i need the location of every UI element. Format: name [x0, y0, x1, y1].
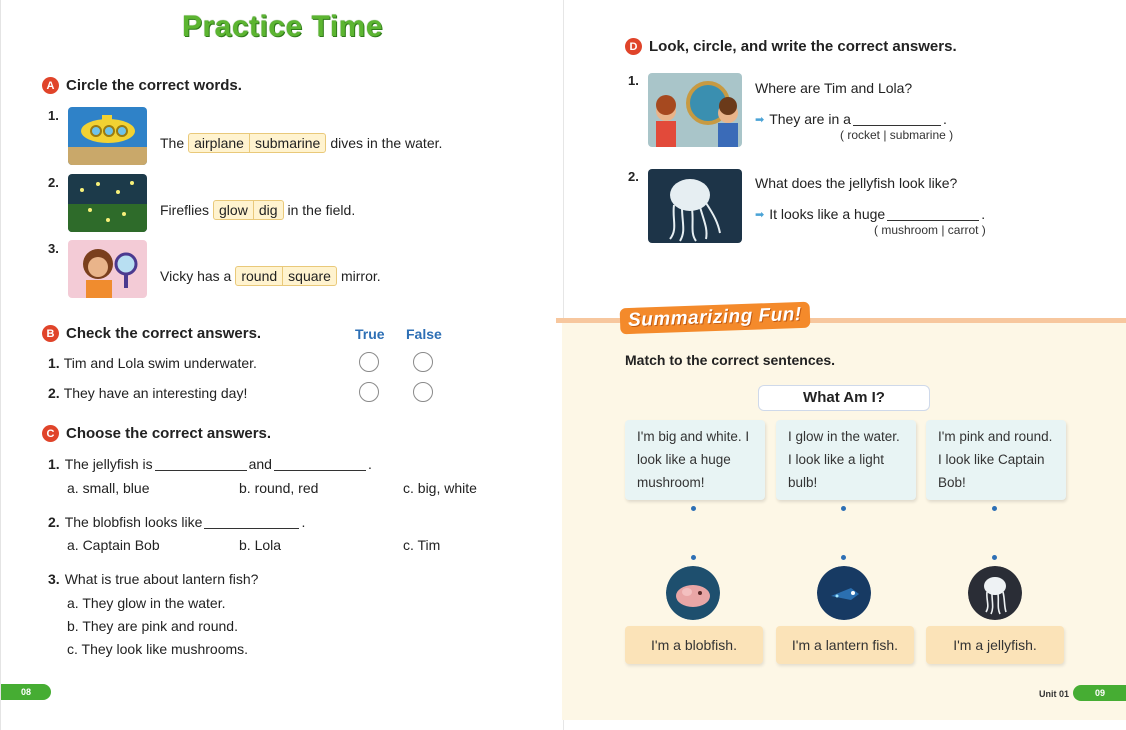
riddle-card-1[interactable]: I'm big and white. I look like a huge mushroom! [625, 420, 765, 500]
right-page-number: 09 [1073, 685, 1126, 701]
true-column-label: True [355, 326, 385, 342]
d-item-1-end: . [942, 111, 947, 127]
d-item-2-answer: It looks like a huge [769, 206, 886, 222]
c-q1-option-a[interactable]: a. small, blue [67, 480, 150, 496]
right-page [563, 0, 1126, 730]
c-q2-pre: The blobfish looks like [64, 514, 203, 530]
section-d-title: Look, circle, and write the correct answers. [649, 38, 957, 55]
false-column-label: False [406, 326, 442, 342]
c-q1-option-c[interactable]: c. big, white [403, 480, 477, 496]
c-q2-end: . [301, 514, 306, 530]
b-item-2-number: 2. [48, 385, 60, 401]
d-item-2-end: . [981, 206, 986, 222]
section-d-heading [625, 38, 957, 55]
a-item-2-number: 2. [48, 175, 59, 190]
c-q1-blank-1[interactable] [155, 457, 247, 471]
section-c-title: Choose the correct answers. [66, 425, 272, 442]
riddle-card-2[interactable]: I glow in the water. I look like a light bulb! [776, 420, 916, 500]
arrow-right-icon: ➡ [755, 113, 765, 126]
summarizing-subtitle: Match to the correct sentences. [625, 352, 836, 368]
answer-card-lantern-fish[interactable]: I'm a lantern fish. [776, 626, 914, 664]
c-q3-option-a[interactable]: a. They glow in the water. [67, 595, 226, 611]
section-d-badge: D [625, 38, 642, 55]
b-item-1-true-checkbox[interactable] [359, 352, 379, 372]
c-q3-option-c[interactable]: c. They look like mushrooms. [67, 641, 249, 657]
c-q2-option-a[interactable]: a. Captain Bob [67, 537, 160, 553]
c-q3-number: 3. [48, 571, 60, 587]
c-q1-end: . [367, 456, 372, 472]
c-q1-number: 1. [48, 456, 60, 472]
a-item-2-sentence [160, 200, 355, 220]
c-q1-option-b[interactable]: b. round, red [239, 480, 319, 496]
a-item-3-pre: Vicky has a [160, 268, 232, 284]
lantern-fish-image [817, 566, 871, 620]
submarine-image [68, 107, 147, 165]
section-b-heading [42, 325, 261, 342]
a-item-1-post: dives in the water. [330, 135, 443, 151]
unit-label: Unit 01 [1039, 689, 1070, 699]
choice-submarine[interactable]: submarine [249, 134, 325, 152]
choice-airplane[interactable]: airplane [194, 135, 244, 151]
fireflies-image [68, 174, 147, 232]
a-item-3-sentence [160, 266, 381, 286]
c-q2-option-c[interactable]: c. Tim [403, 537, 441, 553]
b-item-2-text: They have an interesting day! [63, 385, 248, 401]
section-a-title: Circle the correct words. [66, 77, 242, 94]
c-q2-option-b[interactable]: b. Lola [239, 537, 282, 553]
d-item-1-number: 1. [628, 73, 639, 88]
a-item-1-pre: The [160, 135, 185, 151]
choice-round[interactable]: round [241, 268, 278, 284]
section-c-heading [42, 425, 271, 442]
b-item-2 [48, 385, 247, 401]
choice-glow[interactable]: glow [219, 202, 248, 218]
d-item-1-blank[interactable] [853, 112, 941, 126]
c-q3-text: What is true about lantern fish? [64, 571, 259, 587]
match-dot-top-3[interactable] [992, 506, 997, 511]
b-item-1-number: 1. [48, 355, 60, 371]
blobfish-image [666, 566, 720, 620]
c-q1-pre: The jellyfish is [64, 456, 153, 472]
match-dot-top-2[interactable] [841, 506, 846, 511]
section-a-badge: A [42, 77, 59, 94]
a-item-2-choices [213, 200, 283, 220]
arrow-right-icon: ➡ [755, 208, 765, 221]
page-title: Practice Time [181, 10, 384, 43]
c-q3-option-b[interactable]: b. They are pink and round. [67, 618, 238, 634]
answer-card-jellyfish[interactable]: I'm a jellyfish. [926, 626, 1064, 664]
b-item-1-false-checkbox[interactable] [413, 352, 433, 372]
match-dot-top-1[interactable] [691, 506, 696, 511]
summarizing-title: Summarizing Fun! [620, 302, 811, 335]
a-item-2-pre: Fireflies [160, 202, 210, 218]
a-item-3-post: mirror. [340, 268, 381, 284]
choice-dig[interactable]: dig [253, 201, 283, 219]
d-item-2-options[interactable]: ( mushroom | carrot ) [874, 223, 986, 237]
what-am-i-box: What Am I? [758, 385, 930, 411]
a-item-2-post: in the field. [287, 202, 356, 218]
match-dot-bottom-1[interactable] [691, 555, 696, 560]
c-q1-mid: and [248, 456, 272, 472]
c-question-2 [48, 514, 305, 530]
d-item-1-answer-line [755, 111, 947, 127]
match-dot-bottom-2[interactable] [841, 555, 846, 560]
b-item-2-true-checkbox[interactable] [359, 382, 379, 402]
submarine-kids-image [648, 73, 742, 147]
a-item-1-choices [188, 133, 326, 153]
d-item-2-answer-line [755, 206, 985, 222]
section-a-heading [42, 77, 242, 94]
d-item-2-question: What does the jellyfish look like? [755, 175, 958, 191]
riddle-card-3[interactable]: I'm pink and round. I look like Captain Bob! [926, 420, 1066, 500]
d-item-2-blank[interactable] [887, 207, 979, 221]
section-b-title: Check the correct answers. [66, 325, 262, 342]
d-item-1-answer: They are in a [769, 111, 851, 127]
a-item-3-choices [235, 266, 337, 286]
d-item-2-number: 2. [628, 169, 639, 184]
c-q2-blank[interactable] [204, 515, 299, 529]
c-question-3 [48, 571, 258, 587]
b-item-2-false-checkbox[interactable] [413, 382, 433, 402]
jellyfish-circle-image [968, 566, 1022, 620]
c-q1-blank-2[interactable] [274, 457, 366, 471]
choice-square[interactable]: square [282, 267, 336, 285]
section-b-badge: B [42, 325, 59, 342]
a-item-1-number: 1. [48, 108, 59, 123]
match-dot-bottom-3[interactable] [992, 555, 997, 560]
a-item-3-number: 3. [48, 241, 59, 256]
b-item-1 [48, 355, 257, 371]
left-page-number: 08 [1, 684, 51, 700]
jellyfish-image [648, 169, 742, 243]
d-item-1-options[interactable]: ( rocket | submarine ) [840, 128, 954, 142]
mirror-girl-image [68, 240, 147, 298]
answer-card-blobfish[interactable]: I'm a blobfish. [625, 626, 763, 664]
a-item-1-sentence [160, 133, 442, 153]
section-c-badge: C [42, 425, 59, 442]
c-question-1 [48, 456, 372, 472]
c-q2-number: 2. [48, 514, 60, 530]
d-item-1-question: Where are Tim and Lola? [755, 80, 913, 96]
b-item-1-text: Tim and Lola swim underwater. [63, 355, 257, 371]
